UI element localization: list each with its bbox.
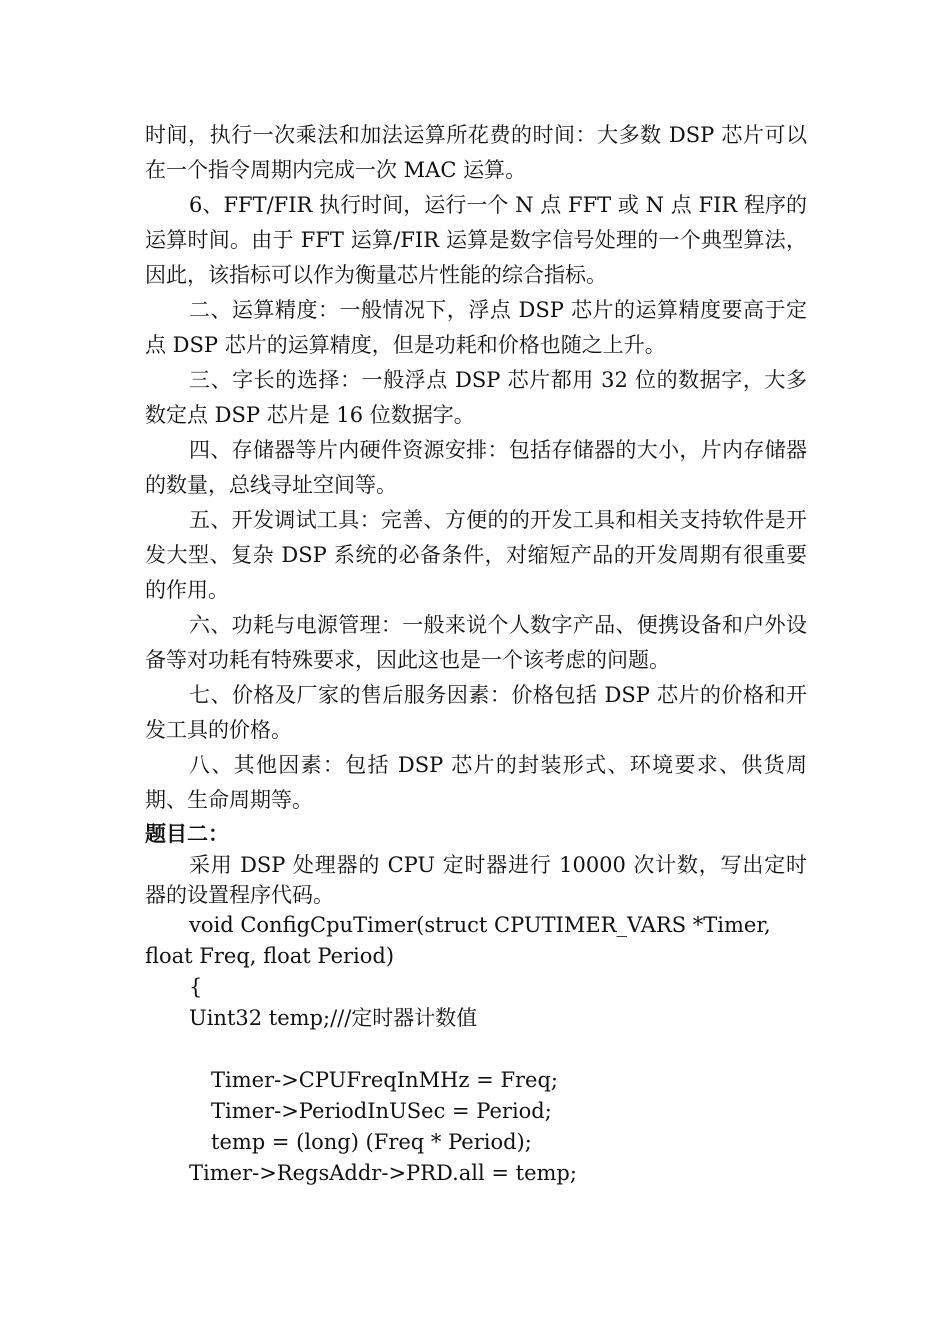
code-line-temp: temp = (long) (Freq * Period); xyxy=(211,1130,532,1154)
code-line-period: Timer->PeriodInUSec = Period; xyxy=(211,1099,552,1123)
code-function-signature: void ConfigCpuTimer(struct CPUTIMER_VARS *Timer, float Freq, float Period) xyxy=(145,913,771,968)
paragraph-precision: 二、运算精度：一般情况下，浮点 DSP 芯片的运算精度要高于定点 DSP 芯片的运算精度，但是功耗和价格也随之上升。 xyxy=(145,298,807,357)
paragraph-price-service: 七、价格及厂家的售后服务因素：价格包括 DSP 芯片的价格和开发工具的价格。 xyxy=(145,683,807,742)
question-prompt: 采用 DSP 处理器的 CPU 定时器进行 10000 次计数，写出定时器的设置程序代码。 xyxy=(145,853,807,907)
code-line-freq: Timer->CPUFreqInMHz = Freq; xyxy=(211,1068,559,1092)
paragraph-other-factors: 八、其他因素：包括 DSP 芯片的封装形式、环境要求、供货周期、生命周期等。 xyxy=(145,753,807,812)
paragraph-power: 六、功耗与电源管理：一般来说个人数字产品、便携设备和户外设备等对功耗有特殊要求，因此这也是一个该考虑的问题。 xyxy=(145,613,807,672)
paragraph-mac-time: 时间，执行一次乘法和加法运算所花费的时间：大多数 DSP 芯片可以在一个指令周期内完成一次 MAC 运算。 xyxy=(145,123,807,182)
paragraph-memory-resources: 四、存储器等片内硬件资源安排：包括存储器的大小，片内存储器的数量，总线寻址空间等。 xyxy=(145,438,807,497)
code-open-brace: { xyxy=(189,975,203,999)
paragraph-word-length: 三、字长的选择：一般浮点 DSP 芯片都用 32 位的数据字，大多数定点 DSP 芯片是 16 位数据字。 xyxy=(145,368,807,427)
paragraph-fft-fir-time: 6、FFT/FIR 执行时间，运行一个 N 点 FFT 或 N 点 FIR 程序的运算时间。由于 FFT 运算/FIR 运算是数字信号处理的一个典型算法，因此，该指标可以作为衡量芯片性能的综合指标。 xyxy=(145,193,807,287)
section-heading: 题目二： xyxy=(145,821,229,846)
code-declaration: Uint32 temp;///定时器计数值 xyxy=(189,1006,478,1030)
code-line-prd: Timer->RegsAddr->PRD.all = temp; xyxy=(189,1161,577,1185)
document-page xyxy=(145,118,807,1189)
paragraph-dev-tools: 五、开发调试工具：完善、方便的的开发工具和相关支持软件是开发大型、复杂 DSP 系统的必备条件，对缩短产品的开发周期有很重要的作用。 xyxy=(145,508,807,602)
code-blank-line xyxy=(145,1034,807,1065)
code-block xyxy=(145,910,807,1189)
